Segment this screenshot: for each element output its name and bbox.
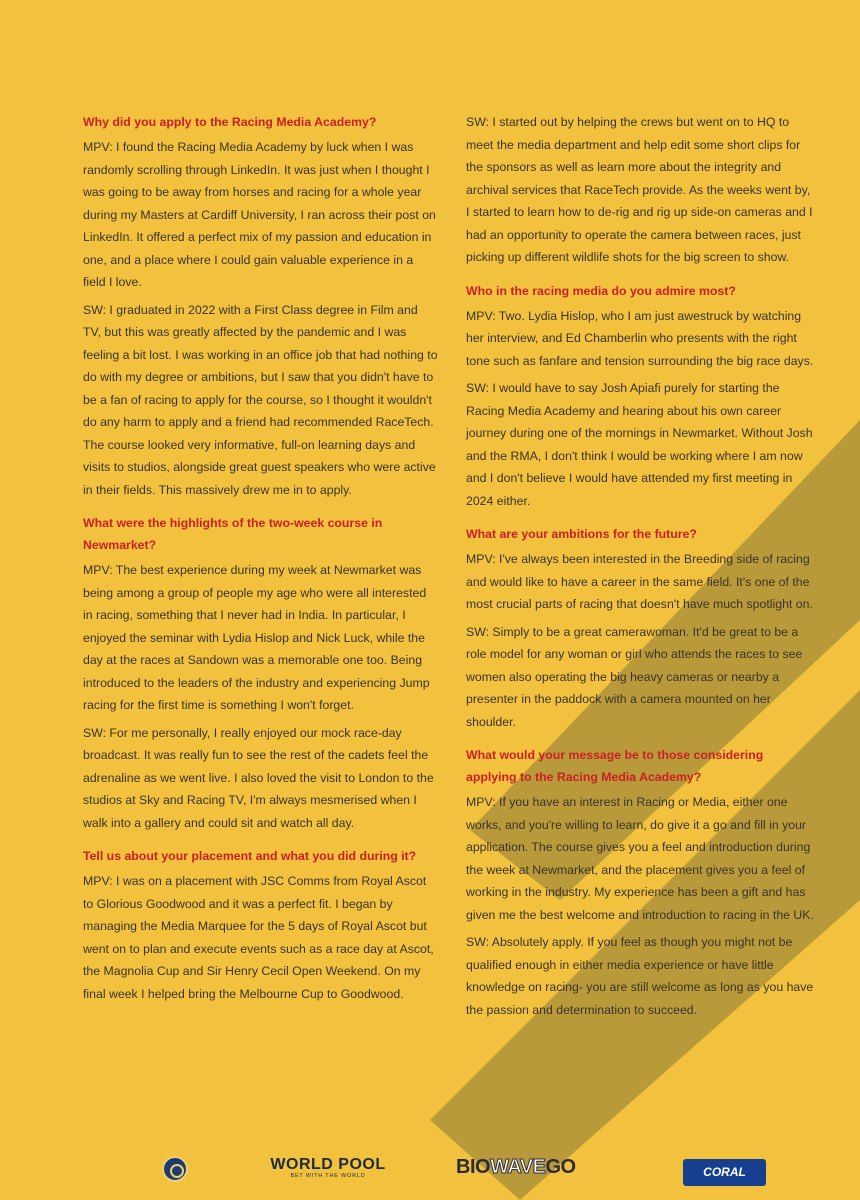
- answer-paragraph: SW: I started out by helping the crews but went on to HQ to meet the media department and help edit some short clips for the sponsors as well as learn more about the integrity and archival services that RaceTech provide. As the weeks went by, I started to learn how to de-rig and rig up side-on cameras and I had an opportunity to operate the camera between races, just picking up different wildlife shots for the big screen to show.: [466, 115, 813, 264]
- worldpool-name: WORLD POOL: [270, 1156, 386, 1173]
- biowavego-part-2: WAVE: [490, 1156, 546, 1178]
- question-heading: What are your ambitions for the future?: [466, 527, 697, 541]
- qa-block: [83, 111, 438, 501]
- right-column: [466, 111, 816, 1032]
- answer-paragraph: SW: Simply to be a great camerawoman. It'd be great to be a role model for any woman or girl who attends the races to see women also operating the big heavy cameras or nearby a presenter in the paddock with a camera mounted on her shoulder.: [466, 624, 803, 729]
- biowavego-part-3: GO: [545, 1156, 576, 1178]
- answer-paragraph: MPV: I was on a placement with JSC Comms from Royal Ascot to Glorious Goodwood and it was a perfect fit. I began by managing the Media Marquee for the 5 days of Royal Ascot but went on to plan and execute events such as a race day at Ascot, the Magnolia Cup and Sir Henry Cecil Open Weekend. On my final week I helped bring the Melbourne Cup to Goodwood.: [83, 874, 434, 1001]
- answer-paragraph: SW: I would have to say Josh Apiafi purely for starting the Racing Media Academy and hearing about his own career journey during one of the mornings in Newmarket. Without Josh and the RMA, I don't think I would be working where I am now and I don't believe I would have attended my first meeting in 2024 either.: [466, 381, 813, 508]
- answer-paragraph: SW: Absolutely apply. If you feel as though you might not be qualified enough in either media experience or have little knowledge on racing- you are still welcome as long as you have the passion and determination to succeed.: [466, 935, 814, 1017]
- left-column: [83, 111, 438, 1016]
- answer-paragraph: SW: I graduated in 2022 with a First Class degree in Film and TV, but this was greatly affected by the pandemic and I was feeling a bit lost. I was working in an office job that had nothing to do with my degree or ambitions, but I saw that you didn't have to be a fan of racing to apply for the course, so I thought it wouldn't do any harm to apply and a friend had recommended RaceTech. The course looked very informative, full-on learning days and visits to studios, alongside great guest speakers who were active in their fields. This massively drew me in to apply.: [83, 302, 438, 497]
- question-heading: Tell us about your placement and what you did during it?: [83, 849, 417, 863]
- biowavego-logo: [456, 1156, 576, 1179]
- answer-paragraph: MPV: I found the Racing Media Academy by luck when I was randomly scrolling through LinkedIn. It was just when I thought I was going to be away from horses and racing for a whole year during my Masters at Cardiff University, I ran across their post on LinkedIn. It offered a perfect mix of my passion and education in one, and a place where I could gain valuable experience in a field I love.: [83, 140, 436, 289]
- coral-logo: CORAL: [683, 1159, 766, 1186]
- answer-paragraph: MPV: The best experience during my week at Newmarket was being among a group of people my age who were all interested in racing, something that I never had in India. In particular, I enjoyed the seminar with Lydia Hislop and Nick Luck, while the day at the races at Sandown was a memorable one too. Being introduced to the leaders of the industry and experiencing Jump racing for the first time is something I won't forget.: [83, 563, 430, 712]
- biowavego-part-1: BIO: [456, 1156, 491, 1178]
- sponsor-footer: [0, 1140, 860, 1200]
- worldpool-tagline: BET WITH THE WORLD: [290, 1173, 366, 1179]
- qa-block: [466, 523, 816, 733]
- question-heading: Who in the racing media do you admire most?: [466, 283, 736, 298]
- answer-paragraph: MPV: I've always been interested in the Breeding side of racing and would like to have a career in the same field. It's one of the most crucial parts of racing that doesn't have much spotlight on.: [466, 552, 813, 611]
- question-heading: What would your message be to those considering applying to the Racing Media Academy?: [466, 748, 764, 784]
- answer-paragraph: MPV: If you have an interest in Racing or Media, either one works, and you're willing to learn, do give it a go and fill in your application. The course gives you a feel and introduction during the week at Newmarket, and the placement gives you a feel of working in the industry. My experience has been a gift and has given me the best welcome and introduction to racing in the UK.: [466, 795, 814, 922]
- qa-block: [83, 845, 438, 1005]
- answer-paragraph: MPV: Two. Lydia Hislop, who I am just awestruck by watching her interview, and Ed Chamberlin who presents with the right tone such as fanfare and tension surrounding the big race days.: [466, 308, 814, 368]
- worldpool-logo: [258, 1156, 398, 1179]
- question-heading: What were the highlights of the two-week course in Newmarket?: [83, 516, 383, 552]
- answer-paragraph: SW: For me personally, I really enjoyed our mock race-day broadcast. It was really fun to see the rest of the cadets feel the adrenaline as we went live. I also loved the visit to London to the studios at Sky and Racing TV, I'm always mesmerised when I walk into a gallery and could sit and watch all day.: [83, 725, 434, 830]
- question-heading: Why did you apply to the Racing Media Academy?: [83, 115, 377, 129]
- qa-block: [466, 744, 816, 1021]
- qa-block: [83, 512, 438, 834]
- crest-logo-icon: [162, 1156, 188, 1182]
- qa-block-continued: [466, 111, 816, 269]
- qa-block: [466, 280, 816, 513]
